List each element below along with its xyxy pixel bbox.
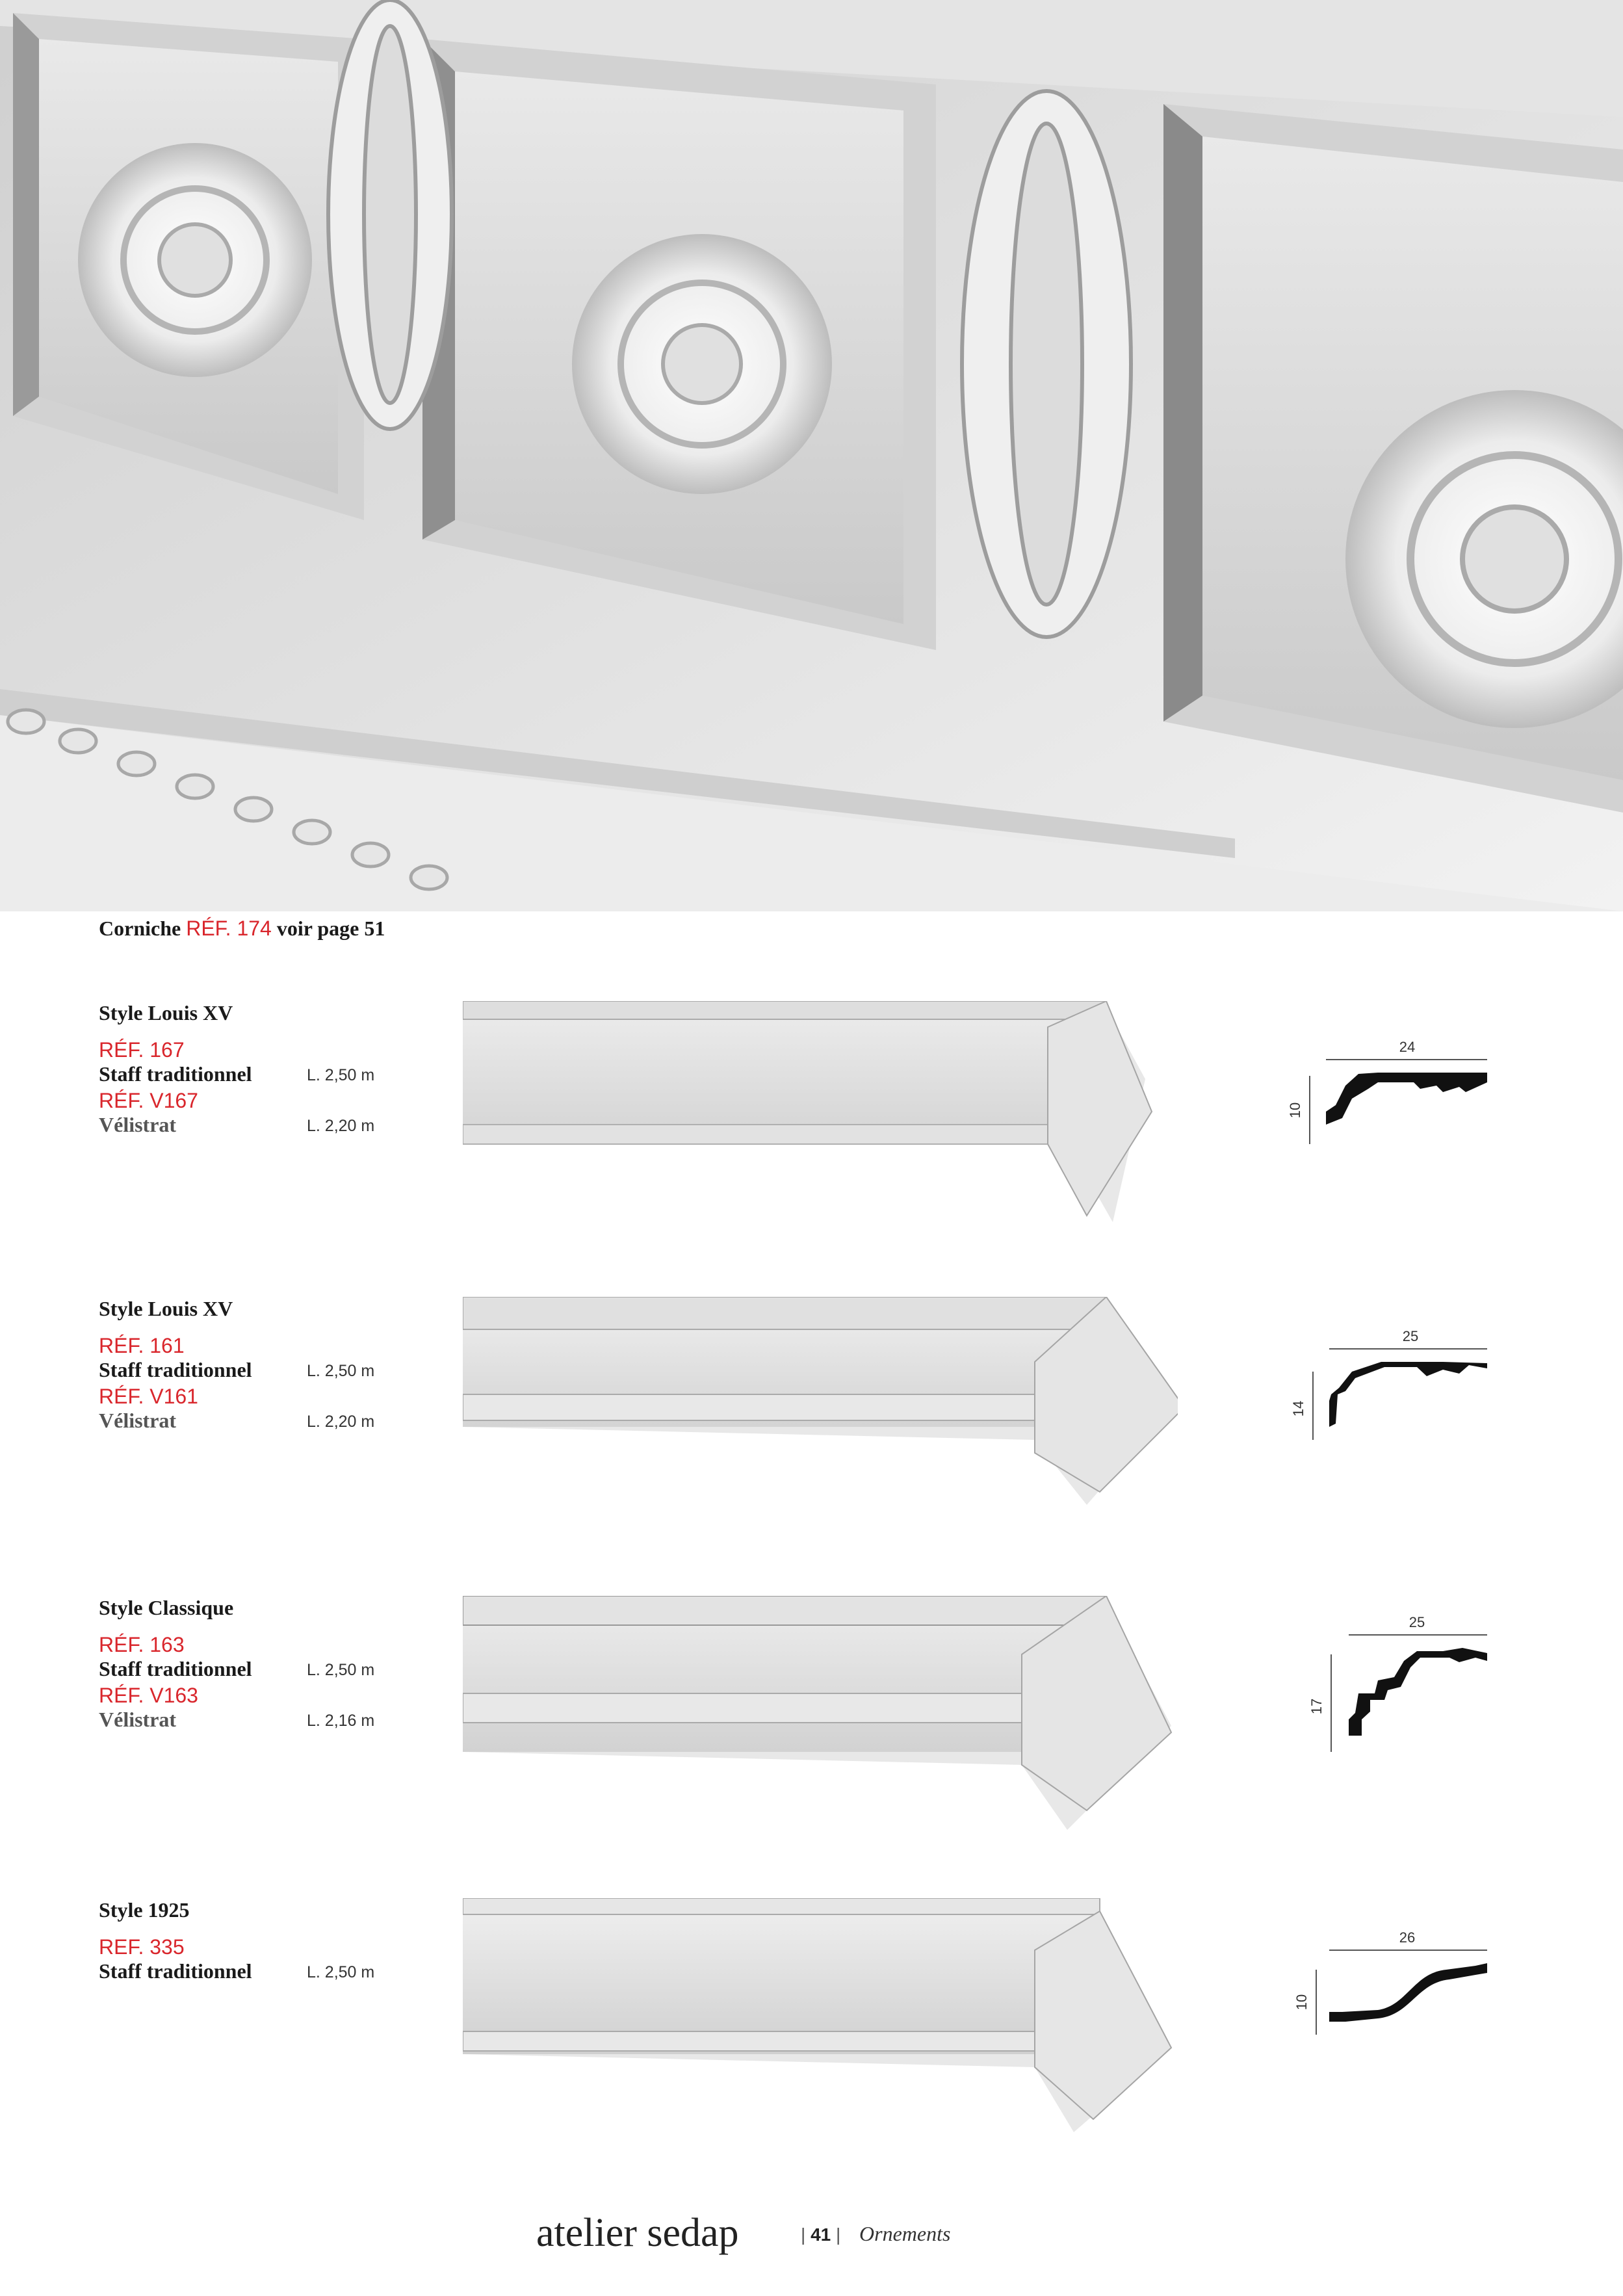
spec-line [99,1062,463,1088]
page-footer [0,2210,1623,2262]
profile-width-label: 25 [1409,1614,1425,1630]
length: L. 2,20 m [307,1117,375,1135]
page-number: 41 [811,2224,831,2245]
length: L. 2,16 m [307,1712,375,1730]
palmette-2 [962,91,1131,637]
spec-line [99,1708,463,1734]
profile-width-label: 26 [1399,1929,1416,1946]
material: Staff traditionnel [99,1959,252,1983]
moulding-photo [463,1898,1178,2132]
length: L. 2,50 m [307,1963,375,1981]
hero-caption [99,917,385,941]
page-number-block: | 41 | [801,2224,841,2245]
product-specs [99,1001,463,1139]
moulding-photo [463,1297,1178,1531]
material: Staff traditionnel [99,1358,252,1381]
product-ref: RÉF. V161 [99,1385,198,1408]
length: L. 2,50 m [307,1362,375,1380]
product-specs [99,1297,463,1435]
rosette-2 [572,234,832,494]
product-ref: RÉF. 163 [99,1633,185,1656]
hero-photo [0,0,1623,911]
style-name: Style Louis XV [99,1297,233,1320]
profile-height-label: 14 [1290,1400,1306,1417]
profile-width-label: 25 [1402,1328,1419,1344]
cornice-illustration [0,0,1623,911]
profile-height-label: 10 [1293,1994,1310,2011]
moulding-photo [463,1596,1178,1830]
product-ref: RÉF. 161 [99,1334,185,1357]
material: Vélistrat [99,1708,177,1731]
profile-drawing [1280,1898,1495,2041]
profile-height-label: 10 [1287,1102,1303,1119]
spec-line [99,1113,463,1139]
caption-suffix: voir page 51 [276,917,385,940]
profile-drawing [1280,1297,1495,1440]
moulding-photo [463,1001,1178,1235]
material: Staff traditionnel [99,1657,252,1680]
spec-line [99,1657,463,1683]
style-name: Style Classique [99,1596,234,1619]
profile-height-label: 17 [1308,1698,1325,1715]
product-ref: RÉF. V163 [99,1684,198,1707]
style-name: Style Louis XV [99,1001,233,1024]
length: L. 2,20 m [307,1413,375,1431]
spec-line [99,1358,463,1384]
caption-prefix: Corniche [99,917,181,940]
product-ref: RÉF. 167 [99,1038,185,1062]
section-name: Ornements [859,2222,951,2245]
material: Vélistrat [99,1409,177,1432]
spec-line [99,1409,463,1435]
product-specs [99,1596,463,1734]
product-ref: REF. 335 [99,1935,185,1959]
profile-drawing [1280,1001,1495,1144]
palmette-1 [328,0,452,429]
rosette-1 [78,143,312,377]
material: Vélistrat [99,1113,177,1136]
length: L. 2,50 m [307,1661,375,1679]
product-ref: RÉF. V167 [99,1089,198,1112]
product-specs [99,1898,463,1985]
brand-name: atelier sedap [536,2211,739,2255]
spec-line [99,1959,463,1985]
material: Staff traditionnel [99,1062,252,1086]
caption-ref: RÉF. 174 [186,917,272,940]
profile-width-label: 24 [1399,1039,1416,1055]
length: L. 2,50 m [307,1066,375,1084]
profile-drawing [1280,1596,1495,1739]
style-name: Style 1925 [99,1898,190,1922]
